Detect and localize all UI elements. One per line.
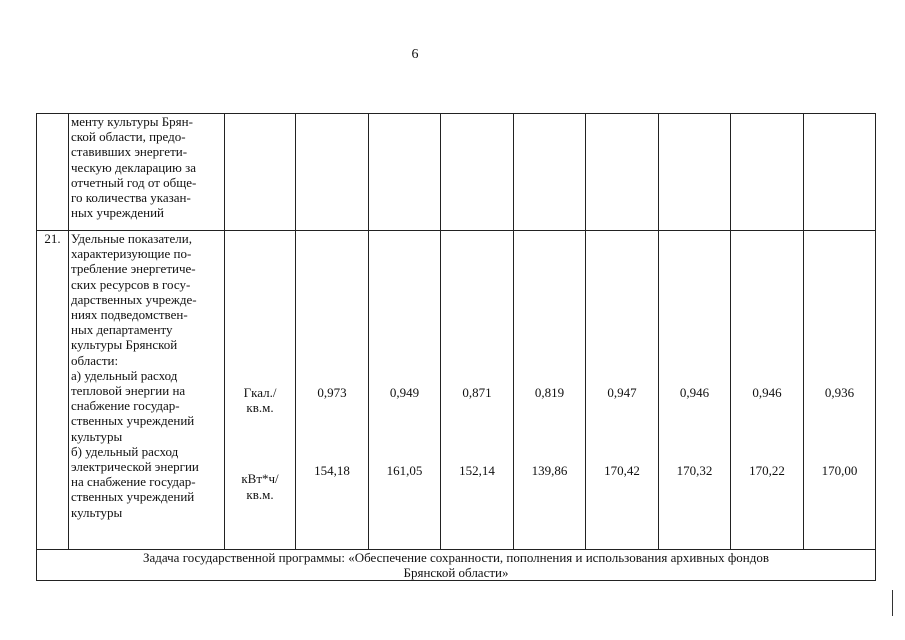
item-b-line: культуры — [71, 504, 123, 520]
value-a: 0,947 — [607, 385, 637, 400]
value-cell — [731, 231, 804, 550]
value-cell — [514, 231, 586, 550]
value-a: 0,946 — [752, 385, 782, 400]
description-line: Удельные показатели, — [71, 231, 192, 246]
item-a-line: тепловой энергии на — [71, 383, 186, 399]
description-line: ных учреждений — [71, 205, 164, 221]
unit-b-line: кв.м. — [246, 486, 274, 502]
value-b: 170,22 — [749, 463, 785, 479]
value-cell — [369, 231, 441, 550]
value-a: 0,973 — [317, 385, 347, 400]
value-b: 152,14 — [459, 463, 495, 479]
value-a: 0,936 — [824, 385, 855, 400]
description-line: области: — [71, 352, 119, 368]
value-cell — [804, 231, 876, 550]
table-row-21 — [37, 231, 876, 550]
unit-cell — [225, 231, 296, 550]
task-line: Брянской области» — [403, 565, 509, 581]
item-b-line: ственных учреждений — [71, 489, 195, 505]
value-cell — [804, 114, 876, 231]
item-a-line: снабжение государ- — [71, 398, 180, 414]
unit-a — [227, 231, 293, 415]
unit-cell — [225, 114, 296, 231]
value-b: 139,86 — [531, 463, 568, 479]
description-line: ставивших энергети- — [71, 144, 188, 160]
description-line: менту культуры Брян- — [71, 114, 193, 129]
value-a: 0,819 — [534, 385, 565, 400]
value-cell — [659, 114, 731, 231]
unit-a-line: кв.м. — [246, 400, 274, 416]
description-line: ческую декларацию за — [71, 159, 197, 175]
item-b-line: на снабжение государ- — [71, 474, 196, 490]
value-cell — [296, 231, 369, 550]
row-number-cell — [37, 114, 69, 231]
value-b: 170,32 — [676, 463, 713, 479]
value-cell — [586, 114, 659, 231]
item-b-line: б) удельный расход — [71, 443, 179, 459]
item-a-line: а) удельный расход — [71, 367, 178, 383]
description-line: дарственных учрежде- — [71, 291, 197, 307]
description-line: го количества указан- — [71, 190, 191, 206]
unit-b — [227, 415, 293, 501]
value-cell — [514, 114, 586, 231]
value-b: 161,05 — [386, 463, 423, 479]
table-row-continuation — [37, 114, 876, 231]
value-cell — [586, 231, 659, 550]
row-number: 21. — [37, 231, 69, 550]
value-a: 0,946 — [679, 385, 710, 400]
item-b-line: электрической энергии — [71, 459, 199, 475]
indicators-table — [36, 113, 876, 581]
page-number: 6 — [411, 47, 419, 62]
description-line: ских ресурсов в госу- — [71, 276, 191, 292]
indicator-description — [69, 114, 225, 231]
value-cell — [441, 114, 514, 231]
description-line: ниях подведомствен- — [71, 307, 188, 323]
scan-edge-rule — [892, 590, 893, 616]
task-line: Задача государственной программы: «Обеспечение сохранности, пополнения и использования архивных фондов — [142, 550, 770, 565]
value-a: 0,949 — [389, 385, 420, 400]
value-b: 170,00 — [821, 463, 858, 479]
value-cell — [369, 114, 441, 231]
description-line: характеризующие по- — [71, 246, 192, 262]
description-line: отчетный год от обще- — [71, 174, 197, 190]
value-b: 154,18 — [314, 463, 350, 479]
description-line: требление энергетиче- — [71, 261, 196, 277]
unit-a-line: Гкал./ — [243, 385, 277, 400]
item-a-line: культуры — [71, 428, 123, 444]
description-line: ных департаменту — [71, 322, 173, 338]
value-cell — [441, 231, 514, 550]
item-a-line: ственных учреждений — [71, 413, 195, 429]
value-b: 170,42 — [604, 463, 640, 479]
value-a: 0,871 — [462, 385, 492, 400]
value-cell — [659, 231, 731, 550]
value-cell — [731, 114, 804, 231]
task-row — [37, 550, 876, 581]
description-line: культуры Брянской — [71, 337, 178, 353]
description-line: ской области, предо- — [71, 129, 186, 145]
unit-b-line: кВт*ч/ — [241, 471, 279, 487]
program-task-heading — [37, 550, 876, 581]
indicator-description — [69, 231, 225, 550]
value-cell — [296, 114, 369, 231]
